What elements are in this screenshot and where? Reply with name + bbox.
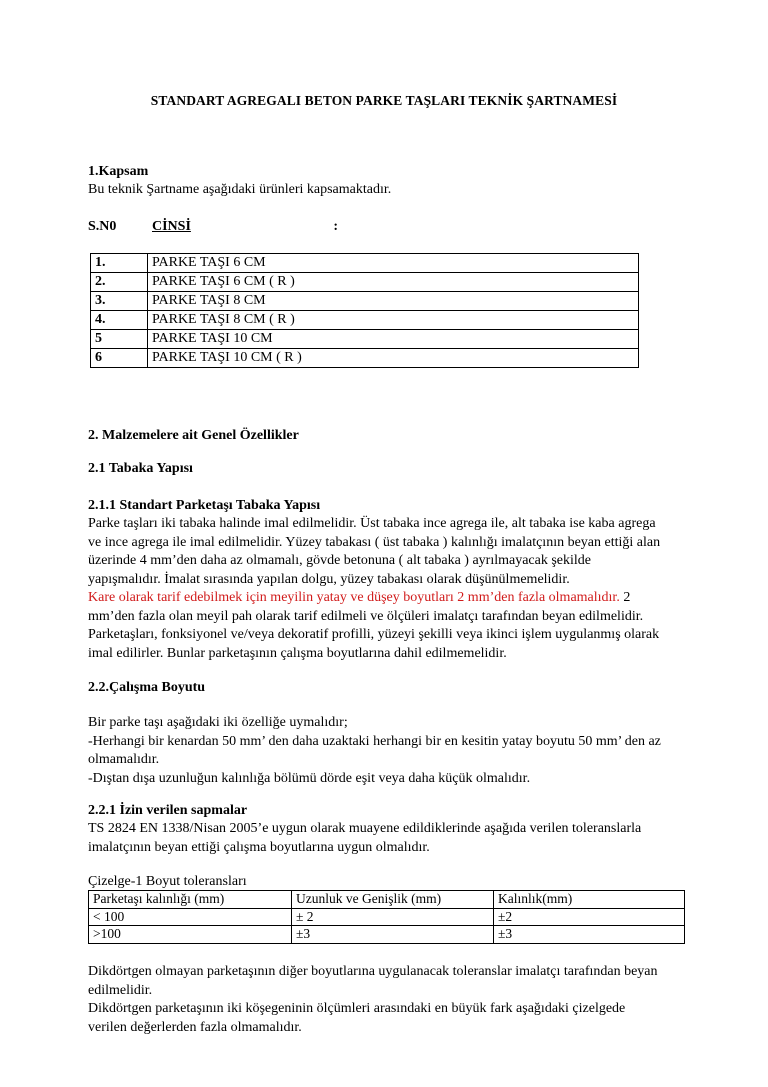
section-2-2-1-paragraph <box>88 820 748 857</box>
row-number: 4. <box>91 311 148 330</box>
product-table <box>90 253 639 368</box>
section-2-2-heading: 2.2.Çalışma Boyutu <box>88 680 206 695</box>
header-cell: Parketaşı kalınlığı (mm) <box>89 891 292 909</box>
section-2-1-heading: 2.1 Tabaka Yapısı <box>88 461 193 476</box>
section-1-heading: 1.Kapsam <box>88 164 149 179</box>
paragraph-line: Dikdörtgen parketaşının iki köşegeninin ölçümleri arasındaki en büyük fark aşağıdaki çizelgede <box>88 1001 626 1016</box>
row-number: 6 <box>91 349 148 368</box>
table-header-row <box>89 891 685 909</box>
paragraph-line: ve ince agrega ile imal edilmelidir. Yüzey tabakası ( üst tabaka ) kalınlığı imalatçının beyan ettiği alan <box>88 534 661 550</box>
row-number: 3. <box>91 292 148 311</box>
table-row <box>91 254 639 273</box>
row-product-name: PARKE TAŞI 8 CM ( R ) <box>148 311 639 330</box>
tolerance-table <box>88 890 685 944</box>
column-header-type-label: CİNSİ <box>152 219 191 234</box>
paragraph-line: -Herhangi bir kenardan 50 mm’ den daha uzaktaki herhangi bir en kesitin yatay boyutu 50 mm’ den az <box>88 733 661 749</box>
red-highlight-text: Kare olarak tarif edebilmek için meyilin yatay ve düşey boyutları 2 mm’den fazla olmamalıdır. <box>88 590 620 605</box>
paragraph-line: Bir parke taşı aşağıdaki iki özelliğe uymalıdır; <box>88 715 348 730</box>
paragraph-line: Parke taşları iki tabaka halinde imal edilmelidir. Üst tabaka ince agrega ile, alt tabaka ise kaba agrega <box>88 516 656 531</box>
paragraph-line: edilmelidir. <box>88 982 153 998</box>
table-row <box>91 330 639 349</box>
table-row <box>89 926 685 944</box>
paragraph-line: olmamalıdır. <box>88 752 160 767</box>
section-1-intro: Bu teknik Şartname aşağıdaki ürünleri kapsamaktadır. <box>88 182 392 197</box>
table-row <box>91 273 639 292</box>
paragraph-line: TS 2824 EN 1338/Nisan 2005’e uygun olarak muayene edildiklerinde aşağıda verilen toleranslarla <box>88 821 642 836</box>
table-cell: >100 <box>89 926 292 944</box>
row-number: 5 <box>91 330 148 349</box>
paragraph-line-red <box>88 589 748 608</box>
row-number: 2. <box>91 273 148 292</box>
section-2-2-1-heading: 2.2.1 İzin verilen sapmalar <box>88 803 248 818</box>
table-row <box>89 908 685 926</box>
paragraph-line: Parketaşları, fonksiyonel ve/veya dekoratif profilli, yüzeyi şekilli veya ikinci işlem uygulanmış olarak <box>88 627 660 642</box>
table-cell: < 100 <box>89 908 292 926</box>
column-header-type <box>152 218 338 237</box>
closing-paragraph <box>88 963 748 1037</box>
table-cell: ±3 <box>292 926 494 944</box>
section-2-1-1-paragraph <box>88 515 748 663</box>
red-line-tail: 2 <box>619 590 631 605</box>
header-cell: Uzunluk ve Genişlik (mm) <box>292 891 494 909</box>
row-product-name: PARKE TAŞI 8 CM <box>148 292 639 311</box>
table-cell: ± 2 <box>292 908 494 926</box>
table-cell: ±2 <box>494 908 685 926</box>
paragraph-line: yapışmalıdır. İmalat sırasında yapılan dolgu, yüzey tabakası olarak düşünülmemelidir. <box>88 571 570 587</box>
paragraph-line: mm’den fazla olan meyil pah olarak tarif edilmeli ve ölçüleri imalatçı tarafından beyan edilmelidir. <box>88 608 644 624</box>
column-header-no: S.N0 <box>88 219 117 234</box>
row-product-name: PARKE TAŞI 10 CM <box>148 330 639 349</box>
section-2-2-paragraph <box>88 714 748 788</box>
tolerance-table-caption: Çizelge-1 Boyut toleransları <box>88 874 247 889</box>
paragraph-line: üzerinde 4 mm’den daha az olmamalı, gövde betonuna ( alt tabaka ) ayrılmayacak şekilde <box>88 553 592 568</box>
section-2-heading: 2. Malzemelere ait Genel Özellikler <box>88 428 299 443</box>
table-row <box>91 292 639 311</box>
paragraph-line: verilen değerlerden fazla olmamalıdır. <box>88 1019 302 1035</box>
row-product-name: PARKE TAŞI 10 CM ( R ) <box>148 349 639 368</box>
row-product-name: PARKE TAŞI 6 CM <box>148 254 639 273</box>
table-row <box>91 349 639 368</box>
table-cell: ±3 <box>494 926 685 944</box>
row-number: 1. <box>91 254 148 273</box>
column-header-colon: : <box>333 219 338 234</box>
document-title: STANDART AGREGALI BETON PARKE TAŞLARI TEKNİK ŞARTNAMESİ <box>150 93 618 108</box>
paragraph-line: Dikdörtgen olmayan parketaşının diğer boyutlarına uygulanacak toleranslar imalatçı tarafından beyan <box>88 964 658 979</box>
header-cell: Kalınlık(mm) <box>494 891 685 909</box>
table-row <box>91 311 639 330</box>
paragraph-line: imalatçının beyan ettiği çalışma boyutlarına uygun olmalıdır. <box>88 839 430 855</box>
paragraph-line: imal edilirler. Bunlar parketaşının çalışma boyutlarına dahil edilmemelidir. <box>88 645 507 661</box>
section-2-1-1-heading: 2.1.1 Standart Parketaşı Tabaka Yapısı <box>88 498 321 513</box>
row-product-name: PARKE TAŞI 6 CM ( R ) <box>148 273 639 292</box>
paragraph-line: -Dıştan dışa uzunluğun kalınlığa bölümü dörde eşit veya daha küçük olmalıdır. <box>88 770 531 786</box>
